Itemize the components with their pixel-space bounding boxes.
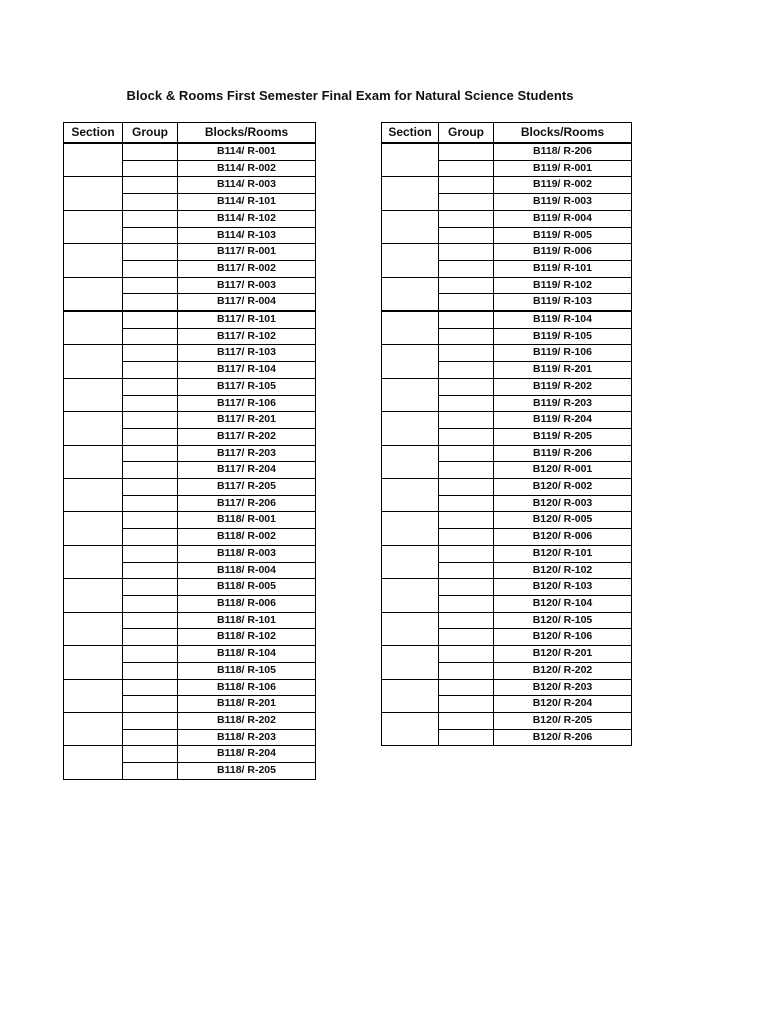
section-cell — [64, 345, 123, 378]
block-room-cell: B118/ R-202 — [178, 712, 316, 729]
block-room-cell: B118/ R-101 — [178, 612, 316, 629]
group-cell — [439, 378, 494, 395]
section-cell — [382, 412, 439, 445]
group-cell — [123, 412, 178, 429]
section-cell — [64, 646, 123, 679]
block-room-cell: B120/ R-106 — [494, 629, 632, 646]
block-room-cell: B119/ R-203 — [494, 395, 632, 412]
section-cell — [382, 646, 439, 679]
group-cell — [439, 646, 494, 663]
group-cell — [123, 244, 178, 261]
block-room-cell: B119/ R-205 — [494, 428, 632, 445]
group-cell — [123, 277, 178, 294]
block-room-cell: B120/ R-003 — [494, 495, 632, 512]
room-table-left — [63, 122, 316, 780]
table-row — [382, 277, 632, 294]
block-room-cell: B114/ R-001 — [178, 143, 316, 160]
block-room-cell: B119/ R-201 — [494, 362, 632, 379]
group-cell — [123, 763, 178, 780]
block-room-cell: B120/ R-202 — [494, 662, 632, 679]
group-cell — [123, 562, 178, 579]
block-room-cell: B117/ R-204 — [178, 462, 316, 479]
group-cell — [123, 311, 178, 328]
block-room-cell: B118/ R-006 — [178, 595, 316, 612]
table-row — [64, 277, 316, 294]
block-room-cell: B120/ R-001 — [494, 462, 632, 479]
table-row — [382, 612, 632, 629]
table-row — [382, 512, 632, 529]
section-cell — [382, 712, 439, 745]
page-title: Block & Rooms First Semester Final Exam for Natural Science Students — [126, 88, 574, 103]
table-row — [382, 679, 632, 696]
block-room-cell: B118/ R-002 — [178, 529, 316, 546]
block-room-cell: B114/ R-002 — [178, 160, 316, 177]
section-cell — [382, 479, 439, 512]
group-cell — [439, 712, 494, 729]
block-room-cell: B119/ R-006 — [494, 244, 632, 261]
group-cell — [439, 529, 494, 546]
table-row — [64, 479, 316, 496]
block-room-cell: B117/ R-004 — [178, 294, 316, 311]
section-cell — [64, 143, 123, 177]
group-cell — [439, 428, 494, 445]
block-room-cell: B119/ R-104 — [494, 311, 632, 328]
group-cell — [439, 595, 494, 612]
group-cell — [123, 260, 178, 277]
block-room-cell: B120/ R-204 — [494, 696, 632, 713]
group-cell — [439, 260, 494, 277]
group-cell — [123, 696, 178, 713]
section-cell — [382, 177, 439, 210]
group-cell — [123, 512, 178, 529]
section-cell — [64, 612, 123, 645]
group-cell — [123, 378, 178, 395]
section-cell — [382, 210, 439, 243]
block-room-cell: B120/ R-105 — [494, 612, 632, 629]
group-cell — [439, 227, 494, 244]
group-cell — [439, 512, 494, 529]
block-room-cell: B120/ R-206 — [494, 729, 632, 746]
group-cell — [123, 712, 178, 729]
section-cell — [64, 746, 123, 779]
block-room-cell: B119/ R-105 — [494, 328, 632, 345]
group-cell — [123, 194, 178, 211]
group-cell — [439, 194, 494, 211]
group-cell — [123, 679, 178, 696]
group-cell — [439, 495, 494, 512]
room-table-right — [381, 122, 632, 746]
table-row — [382, 445, 632, 462]
block-room-cell: B118/ R-206 — [494, 143, 632, 160]
group-cell — [439, 629, 494, 646]
section-cell — [382, 311, 439, 345]
group-cell — [123, 629, 178, 646]
group-cell — [439, 311, 494, 328]
table-row — [64, 512, 316, 529]
table-row — [382, 311, 632, 328]
block-room-cell: B117/ R-103 — [178, 345, 316, 362]
group-cell — [123, 345, 178, 362]
group-cell — [123, 445, 178, 462]
group-cell — [123, 662, 178, 679]
group-cell — [123, 177, 178, 194]
table-row — [64, 210, 316, 227]
group-cell — [123, 210, 178, 227]
block-room-cell: B118/ R-001 — [178, 512, 316, 529]
group-cell — [439, 362, 494, 379]
table-row — [64, 445, 316, 462]
group-cell — [123, 595, 178, 612]
block-room-cell: B117/ R-203 — [178, 445, 316, 462]
block-room-cell: B120/ R-002 — [494, 479, 632, 496]
block-room-cell: B120/ R-201 — [494, 646, 632, 663]
block-room-cell: B117/ R-202 — [178, 428, 316, 445]
table-row — [64, 746, 316, 763]
group-cell — [439, 729, 494, 746]
group-cell — [439, 177, 494, 194]
block-room-cell: B119/ R-005 — [494, 227, 632, 244]
section-cell — [382, 345, 439, 378]
block-room-cell: B118/ R-102 — [178, 629, 316, 646]
section-cell — [382, 679, 439, 712]
group-cell — [123, 479, 178, 496]
section-cell — [64, 712, 123, 745]
block-room-cell: B117/ R-101 — [178, 311, 316, 328]
block-room-cell: B117/ R-104 — [178, 362, 316, 379]
group-cell — [439, 679, 494, 696]
group-cell — [439, 210, 494, 227]
group-cell — [439, 412, 494, 429]
table-row — [64, 244, 316, 261]
block-room-cell: B119/ R-106 — [494, 345, 632, 362]
group-cell — [123, 227, 178, 244]
block-room-cell: B117/ R-003 — [178, 277, 316, 294]
block-room-cell: B118/ R-005 — [178, 579, 316, 596]
table-row — [64, 612, 316, 629]
table-row — [382, 378, 632, 395]
block-room-cell: B119/ R-204 — [494, 412, 632, 429]
group-cell — [123, 362, 178, 379]
table-row — [382, 646, 632, 663]
table-row — [382, 177, 632, 194]
table-row — [64, 311, 316, 328]
table-row — [64, 412, 316, 429]
header-group: Group — [123, 123, 178, 144]
block-room-cell: B117/ R-002 — [178, 260, 316, 277]
block-room-cell: B120/ R-104 — [494, 595, 632, 612]
table-row — [64, 646, 316, 663]
group-cell — [439, 395, 494, 412]
table-row — [382, 579, 632, 596]
block-room-cell: B119/ R-102 — [494, 277, 632, 294]
block-room-cell: B117/ R-205 — [178, 479, 316, 496]
block-room-cell: B120/ R-103 — [494, 579, 632, 596]
group-cell — [123, 328, 178, 345]
table-row — [64, 679, 316, 696]
block-room-cell: B120/ R-005 — [494, 512, 632, 529]
section-cell — [382, 378, 439, 411]
block-room-cell: B117/ R-105 — [178, 378, 316, 395]
block-room-cell: B118/ R-004 — [178, 562, 316, 579]
header-blocks-rooms: Blocks/Rooms — [178, 123, 316, 144]
block-room-cell: B119/ R-101 — [494, 260, 632, 277]
block-room-cell: B118/ R-104 — [178, 646, 316, 663]
block-room-cell: B114/ R-103 — [178, 227, 316, 244]
block-room-cell: B120/ R-203 — [494, 679, 632, 696]
block-room-cell: B119/ R-004 — [494, 210, 632, 227]
group-cell — [123, 729, 178, 746]
block-room-cell: B118/ R-205 — [178, 763, 316, 780]
table-row — [382, 712, 632, 729]
group-cell — [439, 562, 494, 579]
table-row — [64, 579, 316, 596]
section-cell — [64, 277, 123, 311]
group-cell — [439, 345, 494, 362]
table-row — [382, 545, 632, 562]
block-room-cell: B120/ R-102 — [494, 562, 632, 579]
group-cell — [439, 328, 494, 345]
section-cell — [382, 512, 439, 545]
section-cell — [64, 244, 123, 277]
table-row — [382, 345, 632, 362]
block-room-cell: B117/ R-106 — [178, 395, 316, 412]
group-cell — [123, 294, 178, 311]
group-cell — [123, 395, 178, 412]
header-blocks-rooms: Blocks/Rooms — [494, 123, 632, 144]
group-cell — [439, 143, 494, 160]
group-cell — [123, 462, 178, 479]
section-cell — [382, 579, 439, 612]
block-room-cell: B117/ R-001 — [178, 244, 316, 261]
block-room-cell: B114/ R-003 — [178, 177, 316, 194]
block-room-cell: B120/ R-101 — [494, 545, 632, 562]
group-cell — [439, 696, 494, 713]
group-cell — [123, 428, 178, 445]
section-cell — [64, 445, 123, 478]
section-cell — [382, 612, 439, 645]
group-cell — [439, 662, 494, 679]
group-cell — [123, 495, 178, 512]
group-cell — [123, 143, 178, 160]
block-room-cell: B117/ R-102 — [178, 328, 316, 345]
group-cell — [439, 479, 494, 496]
block-room-cell: B119/ R-202 — [494, 378, 632, 395]
block-room-cell: B118/ R-201 — [178, 696, 316, 713]
table-row — [64, 177, 316, 194]
table-row — [64, 143, 316, 160]
group-cell — [439, 277, 494, 294]
group-cell — [123, 160, 178, 177]
block-room-cell: B120/ R-205 — [494, 712, 632, 729]
header-row — [64, 123, 316, 144]
block-room-cell: B118/ R-105 — [178, 662, 316, 679]
section-cell — [382, 143, 439, 177]
group-cell — [439, 445, 494, 462]
block-room-cell: B119/ R-103 — [494, 294, 632, 311]
group-cell — [439, 294, 494, 311]
section-cell — [382, 244, 439, 277]
block-room-cell: B117/ R-201 — [178, 412, 316, 429]
table-row — [64, 712, 316, 729]
section-cell — [382, 445, 439, 478]
group-cell — [439, 579, 494, 596]
section-cell — [64, 412, 123, 445]
block-room-cell: B119/ R-001 — [494, 160, 632, 177]
section-cell — [64, 311, 123, 345]
table-row — [382, 479, 632, 496]
block-room-cell: B118/ R-204 — [178, 746, 316, 763]
section-cell — [64, 177, 123, 210]
table-row — [382, 412, 632, 429]
section-cell — [64, 545, 123, 578]
group-cell — [439, 545, 494, 562]
section-cell — [382, 277, 439, 311]
section-cell — [64, 512, 123, 545]
group-cell — [439, 160, 494, 177]
table-row — [64, 378, 316, 395]
group-cell — [123, 646, 178, 663]
section-cell — [64, 579, 123, 612]
block-room-cell: B118/ R-203 — [178, 729, 316, 746]
section-cell — [382, 545, 439, 578]
group-cell — [123, 529, 178, 546]
group-cell — [123, 545, 178, 562]
section-cell — [64, 378, 123, 411]
section-cell — [64, 210, 123, 243]
group-cell — [439, 612, 494, 629]
table-row — [64, 545, 316, 562]
table-row — [382, 244, 632, 261]
group-cell — [123, 746, 178, 763]
block-room-cell: B119/ R-206 — [494, 445, 632, 462]
group-cell — [439, 244, 494, 261]
header-group: Group — [439, 123, 494, 144]
block-room-cell: B120/ R-006 — [494, 529, 632, 546]
group-cell — [123, 612, 178, 629]
header-row — [382, 123, 632, 144]
block-room-cell: B114/ R-102 — [178, 210, 316, 227]
table-row — [382, 210, 632, 227]
section-cell — [64, 679, 123, 712]
block-room-cell: B119/ R-003 — [494, 194, 632, 211]
header-section: Section — [64, 123, 123, 144]
group-cell — [439, 462, 494, 479]
table-row — [382, 143, 632, 160]
block-room-cell: B119/ R-002 — [494, 177, 632, 194]
header-section: Section — [382, 123, 439, 144]
block-room-cell: B118/ R-003 — [178, 545, 316, 562]
section-cell — [64, 479, 123, 512]
group-cell — [123, 579, 178, 596]
table-row — [64, 345, 316, 362]
block-room-cell: B118/ R-106 — [178, 679, 316, 696]
block-room-cell: B117/ R-206 — [178, 495, 316, 512]
block-room-cell: B114/ R-101 — [178, 194, 316, 211]
